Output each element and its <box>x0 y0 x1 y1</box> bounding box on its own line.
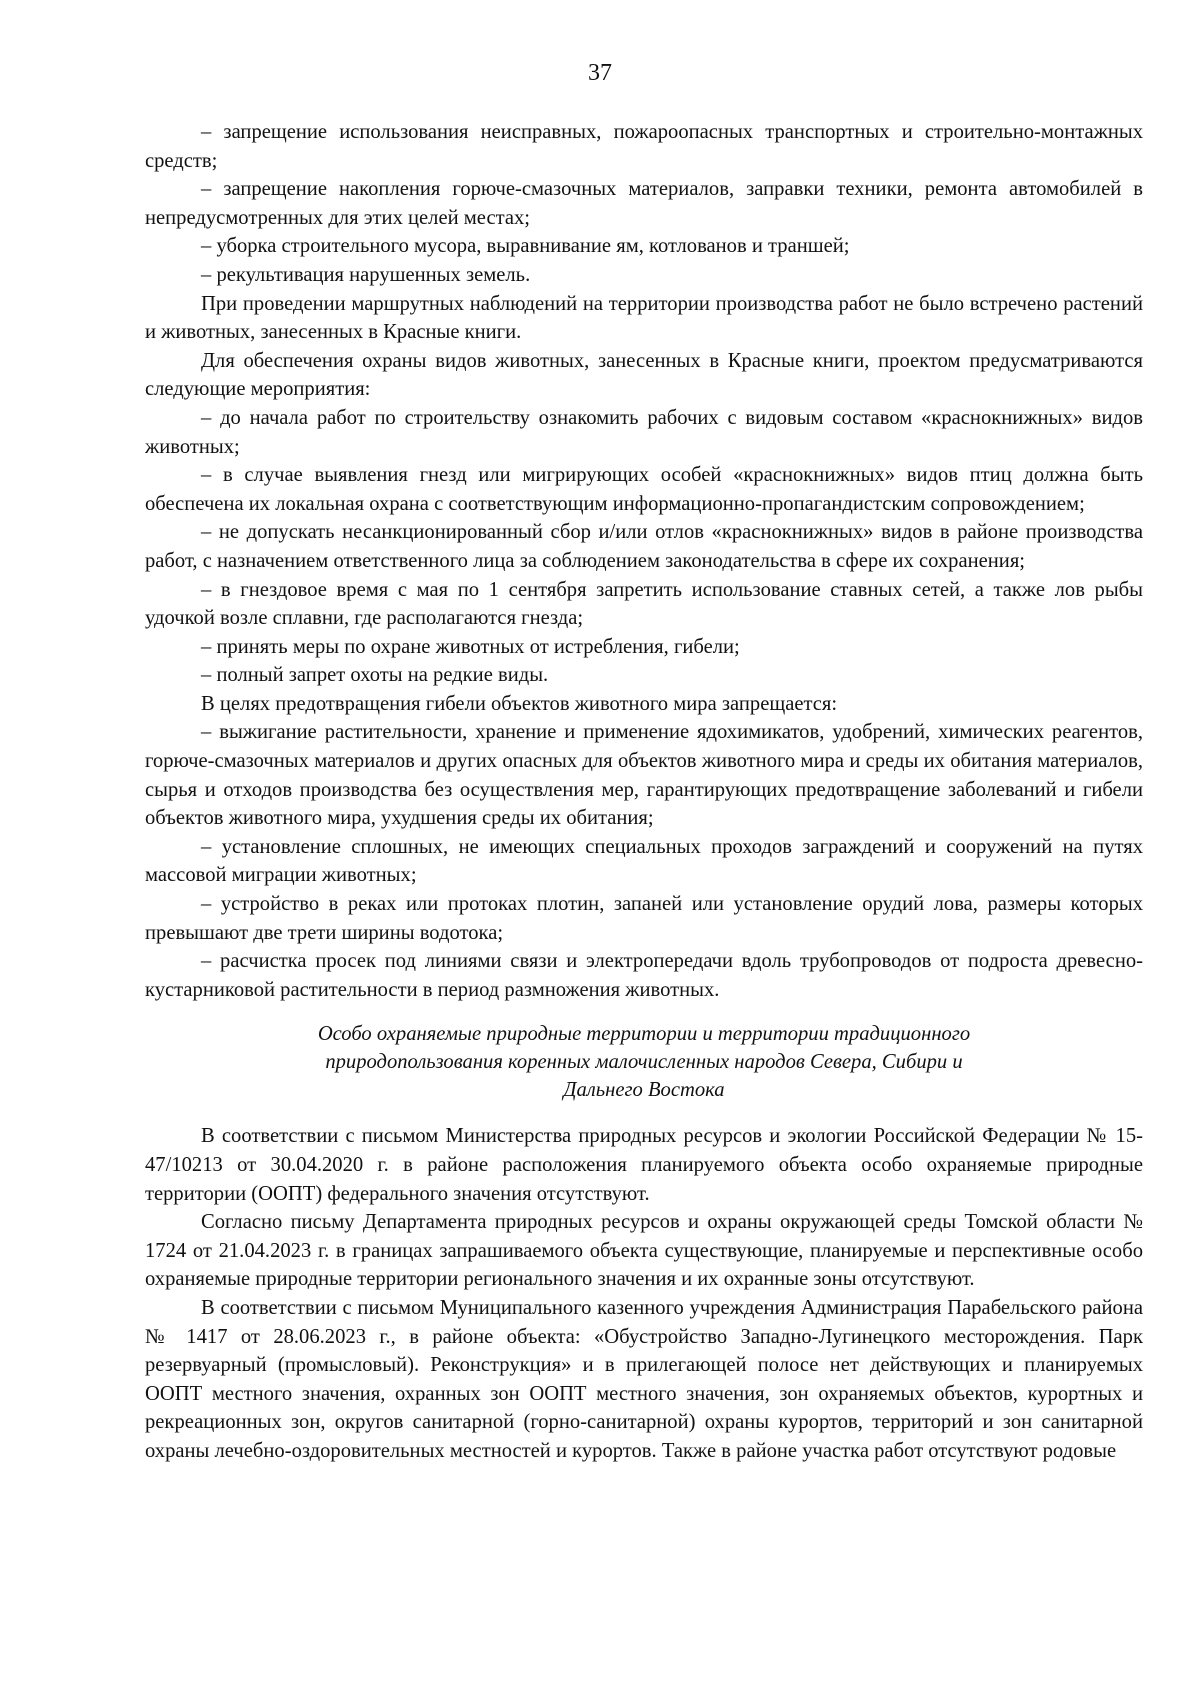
page-number: 37 <box>588 60 612 86</box>
paragraph: В соответствии с письмом Муниципального казенного учреждения Администрация Парабельского района № 1417 от 28.06.2023 г., в районе объекта: «Обустройство Западно-Лугинецкого месторождения. Парк резервуарный (промысловый). Реконструкция» и в прилегающей полосе нет действующих и планируемых ООПТ местного значения, охранных зон ООПТ местного значения, зон охраняемых объектов, курортных и рекреационных зон, округов санитарной (горно-санитарной) охраны курортов, территорий и зон санитарной охраны лечебно-оздоровительных местностей и курортов. Также в районе участка работ отсутствуют родовые <box>145 1296 1143 1462</box>
paragraph: В целях предотвращения гибели объектов животного мира запрещается: <box>201 692 838 715</box>
paragraph: – полный запрет охоты на редкие виды. <box>201 664 549 687</box>
paragraph: Для обеспечения охраны видов животных, занесенных в Красные книги, проектом предусматриваются следующие мероприятия: <box>145 349 1143 401</box>
paragraph: В соответствии с письмом Министерства природных ресурсов и экологии Российской Федерации № 15-47/10213 от 30.04.2020 г. в районе расположения планируемого объекта особо охраняемые природные территории (ООПТ) федерального значения отсутствуют. <box>145 1125 1143 1205</box>
paragraph: – установление сплошных, не имеющих специальных проходов заграждений и сооружений на путях массовой миграции животных; <box>145 835 1143 887</box>
page-content <box>145 118 1143 1466</box>
paragraph: При проведении маршрутных наблюдений на территории производства работ не было встречено растений и животных, занесенных в Красные книги. <box>145 292 1143 344</box>
paragraph: – устройство в реках или протоках плотин, запаней или установление орудий лова, размеры которых превышают две трети ширины водотока; <box>145 893 1143 944</box>
paragraph: Согласно письму Департамента природных ресурсов и охраны окружающей среды Томской области № 1724 от 21.04.2023 г. в границах запрашиваемого объекта существующие, планируемые и перспективные особо охраняемые природные территории регионального значения и их охранные зоны отсутствуют. <box>145 1211 1143 1291</box>
paragraph: – до начала работ по строительству ознакомить рабочих с видовым составом «краснокнижных» видов животных; <box>145 406 1143 458</box>
section-heading <box>145 1020 1143 1104</box>
paragraph: – принять меры по охране животных от истребления, гибели; <box>201 635 740 658</box>
paragraph: – запрещение использования неисправных, пожароопасных транспортных и строительно-монтажных средств; <box>145 121 1143 172</box>
paragraph: – в случае выявления гнезд или мигрирующих особей «краснокнижных» видов птиц должна быть обеспечена их локальная охрана с соответствующим информационно-пропагандистским сопровождением; <box>145 464 1143 515</box>
paragraph: – уборка строительного мусора, выравнивание ям, котлованов и траншей; <box>201 235 850 258</box>
paragraph: – рекультивация нарушенных земель. <box>201 263 531 286</box>
paragraph: – выжигание растительности, хранение и применение ядохимикатов, удобрений, химических реагентов, горюче-смазочных материалов и других опасных для объектов животного мира и среды их обитания материалов, сырья и отходов производства без осуществления мер, гарантирующих предотвращение заболеваний и гибели объектов животного мира, ухудшения среды их обитания; <box>145 721 1143 830</box>
paragraph: – не допускать несанкционированный сбор и/или отлов «краснокнижных» видов в районе производства работ, с назначением ответственного лица за соблюдением законодательства в сфере их сохранения; <box>145 521 1143 572</box>
paragraph: – расчистка просек под линиями связи и электропередачи вдоль трубопроводов от подроста древесно-кустарниковой растительности в период размножения животных. <box>145 950 1143 1001</box>
paragraph: – запрещение накопления горюче-смазочных материалов, заправки техники, ремонта автомобилей в непредусмотренных для этих целей местах; <box>145 178 1143 229</box>
section-heading-line: Дальнего Востока <box>563 1079 725 1102</box>
section-heading-line: природопользования коренных малочисленных народов Севера, Сибири и <box>325 1051 963 1074</box>
section-heading-line: Особо охраняемые природные территории и территории традиционного <box>317 1023 971 1046</box>
paragraph: – в гнездовое время с мая по 1 сентября запретить использование ставных сетей, а также лов рыбы удочкой возле сплавни, где располагаются гнезда; <box>145 578 1143 630</box>
